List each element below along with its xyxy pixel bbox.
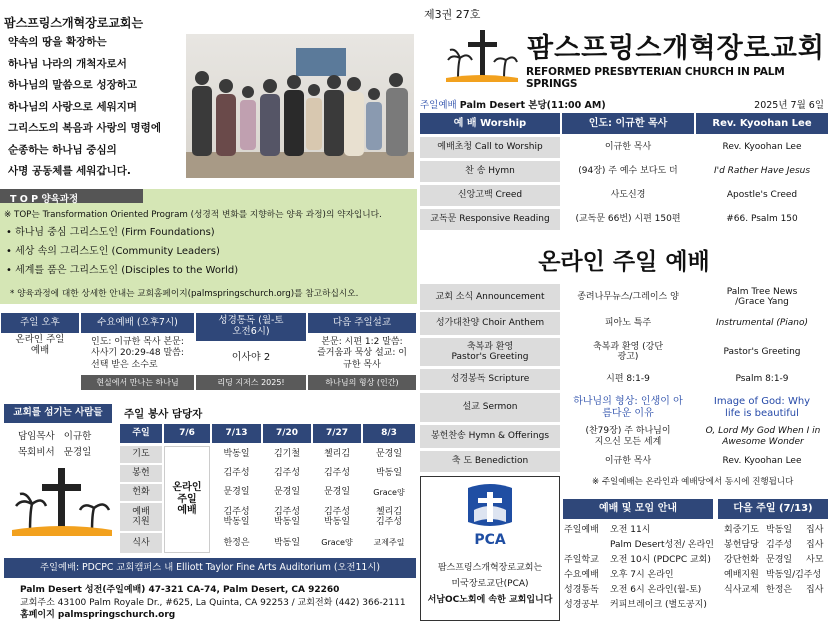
meeting-row [564,598,719,613]
intro-line: 순종하는 하나님 중심의 [8,143,117,156]
volunteer-heading: 주일 봉사 담당자 [124,408,203,420]
worship-item-en: Rev. Kyoohan Lee [722,142,802,153]
volunteer-cell: 문경일 [223,487,250,498]
worship-item-ko: (찬79장) 주 하나님이 지으신 모든 세계 [585,426,671,447]
nextweek-row [724,523,832,538]
meeting-name: 주일예배 [564,525,599,535]
volunteer-cell: 첼리김 김주성 [375,506,403,527]
volunteer-cell: 박동일 [375,468,403,479]
top-list-item: • 세상 속의 그리스도인 (Community Leaders) [6,246,220,257]
worship-item-ko: (94장) 주 예수 보다도 더 [578,166,678,177]
volunteer-cell: 문경일 [273,487,301,498]
staff-row [18,429,91,461]
midweek-footer: 하나님의 형상 (인간) [307,374,417,391]
meeting-time: 오후 7시 온라인 [610,570,674,580]
meeting-time: 오전 10시 (PDCPC 교회) [610,555,711,565]
worship-item-en: Pastor's Greeting [723,346,801,357]
service-info [420,97,828,111]
nextweek-name: 한정은 [766,585,793,595]
volunteer-col-header: 7/6 [164,424,210,443]
volunteer-cell: 김주성 [223,468,250,479]
worship-item-label: 신앙고백 Creed [420,185,560,206]
meeting-row [564,568,719,583]
meeting-row [564,538,719,553]
meeting-time: 오전 6시 온라인(월-토) [610,585,702,595]
pca-label: PCA [474,532,506,548]
service-date: 2025년 7월 6일 [754,100,824,111]
worship-item-en: Apostle's Creed [726,190,798,201]
cross-palm-logo-icon [12,466,112,536]
top-list-item: • 세계를 품은 그리스도인 (Disciples to the World) [6,265,239,276]
volunteer-role: 봉헌 [120,465,162,482]
nextweek-role: 식사교제 [724,585,759,595]
worship-item-label: 봉헌찬송 Hymn & Offerings [420,425,560,448]
meetings-list [564,523,719,613]
top-description: ※ TOP는 Transformation Oriented Program (성경적 변화를 지향하는 양육 과정)의 약자입니다. [4,210,382,220]
midweek-wednesday: 인도: 이규한 목사 본문: 사사기 20:29-48 말씀: 선택 받은 소수로 [80,334,195,374]
top-list [6,223,238,280]
worship-item-en: Rev. Kyoohan Lee [722,456,802,467]
intro-line: 하나님의 사랑으로 세워지며 [8,100,138,113]
service-place: Palm Desert 본당(11:00 AM) [459,100,606,111]
worship-item-en: O, Lord My God When I in Awesome Wonder [705,426,821,447]
volunteer-cell: 박동일 [223,449,250,460]
address-line: Palm Desert 성전(주일예배) 47-321 CA-74, Palm Desert, CA 92260 [20,585,340,595]
worship-item-label: 성경봉독 Scripture [420,369,560,390]
volunteer-online: 온라인 주일 예배 [164,446,210,553]
staff-role: 담임목사 [18,431,55,442]
volunteer-cell: 교제주일 [373,538,405,548]
nextweek-row [724,553,832,568]
volunteer-cell: 김주성 박동일 [273,506,301,527]
volunteer-role: 기도 [120,446,162,463]
midweek-header: 성경통독 (월-토 오전6시) [195,312,307,342]
meeting-time: Palm Desert성전/ 온라인 [610,540,714,550]
volunteer-cell: 김주성 박동일 [323,506,351,527]
group-photo-icon [186,34,414,178]
intro-line: 하나님의 말씀으로 성장하고 [8,79,138,91]
worship-item-label: 성가대찬양 Choir Anthem [420,312,560,335]
worship-item-ko: 피아노 특주 [604,318,652,329]
staff-role: 목회비서 [18,447,55,458]
nextweek-heading: 다음 주일 (7/13) [718,499,828,519]
pca-line: 서남OC노회에 속한 교회입니다 [427,595,553,605]
pca-line: 미국장로교단(PCA) [451,579,529,589]
sermon-title-en: Image of God: Why life is beautiful [713,396,811,419]
worship-item-label: 교회 소식 Announcement [420,284,560,310]
church-intro [4,14,189,183]
intro-line: 하나님 나라의 개척자로서 [8,57,127,70]
nextweek-title: 집사 [806,585,824,595]
worship-item-label: 찬 송 Hymn [420,161,560,182]
meeting-time: 커피브레이크 (별도공지) [610,600,707,610]
meeting-row [564,583,719,598]
church-title-ko: 팜스프링스개혁장로교회 [527,33,825,64]
worship-item-label: 축복과 환영 Pastor's Greeting [420,338,560,366]
intro-heading: 팜스프링스개혁장로교회는 [4,16,144,30]
volunteer-col-header: 주일 [120,424,162,443]
church-title-en: REFORMED PRESBYTERIAN CHURCH IN PALM SPRINGS [526,66,785,90]
volunteer-cell: 한정은 [223,537,250,548]
midweek-header: 다음 주일설교 [307,312,417,334]
volunteer-col-header: 7/13 [212,424,261,443]
volunteer-cell: 김주성 [273,468,301,479]
meeting-row [564,523,719,538]
nextweek-role: 강단헌화 [724,555,759,565]
midweek-footer: 현실에서 만나는 하나님 [80,374,195,391]
nextweek-role: 예배지원 [724,570,759,580]
volunteer-role: 헌화 [120,484,162,501]
volunteer-cell: 김주성 [323,468,351,479]
worship-item-ko: 시편 8:1-9 [606,374,650,385]
nextweek-row [724,568,832,583]
worship-item-en: #66. Psalm 150 [726,214,798,225]
worship-item-en: Instrumental (Piano) [715,318,809,329]
volunteer-cell: 박동일 [273,537,301,548]
church-logo-icon [446,28,518,82]
nextweek-name: 김주성 [766,540,793,550]
nextweek-name: 박동일 [766,525,793,535]
worship-header: 예 배 Worship [420,113,560,134]
nextweek-title: 집사 [806,525,824,535]
worship-item-label: 예배초청 Call to Worship [420,137,560,158]
volunteer-cell: Grace양 [373,487,405,497]
worship-item-ko: 이규한 목사 [604,142,652,153]
staff-name: 문경일 [63,447,92,458]
worship-item-label: 설교 Sermon [420,393,560,422]
nextweek-title: 사모 [806,555,824,565]
top-heading: T O P 양육과정 [10,194,79,205]
midweek-sunday-pm: 온라인 주일 예배 [0,334,80,358]
online-note: ※ 주일예배는 온라인과 예배당에서 동시에 진행됩니다 [592,477,794,487]
worship-item-en: Palm Tree News /Grace Yang [726,286,798,307]
midweek-header: 수요예배 (오후7시) [80,312,195,334]
worship-item-en: Psalm 8:1-9 [735,374,789,385]
nextweek-title: 집사 [806,540,824,550]
worship-item-ko: 축복과 환영 (강단광고) [592,341,664,362]
worship-item-label: 교독문 Responsive Reading [420,209,560,230]
volunteer-col-header: 7/27 [313,424,361,443]
nextweek-row [724,583,832,598]
address-block [20,584,406,622]
sermon-title-ko: 하나님의 형상: 인생이 아름다운 이유 [573,396,683,419]
pca-text [420,560,560,608]
auditorium-bar: 주일예배: PDCPC 교회캠퍼스 내 Elliott Taylor Fine Arts Auditorium (오전11시) [4,558,416,578]
top-list-item: • 하나님 중심 그리스도인 (Firm Foundations) [6,227,215,238]
worship-item-ko: 사도신경 [610,190,646,201]
meeting-name: 성경통독 [564,585,599,595]
intro-line: 그리스도의 복음과 사랑의 명령에 [8,122,161,134]
midweek-reading: 이사야 2 [195,342,307,374]
volunteer-cell: 김기철 [273,449,301,460]
intro-line: 약속의 땅을 확장하는 [8,36,107,48]
meeting-name: 수요예배 [564,570,599,580]
online-worship-title: 온라인 주일 예배 [538,249,710,275]
midweek-footer: 리딩 지저스 2025! [195,374,307,391]
address-line: 홈페이지 palmspringschurch.org [20,610,176,620]
midweek-next-sermon: 본문: 시편 1:2 말씀: 즐거움과 묵상 설교: 이규한 목사 [307,334,417,374]
volunteer-cell: 김주성 박동일 [223,506,250,527]
intro-line: 사명 공동체를 세워갑니다. [8,165,131,177]
worship-item-ko: (교독문 66번) 시편 150편 [575,214,681,225]
congregation-photo [186,34,414,178]
nextweek-name: 박동일/김주성 [766,570,822,580]
midweek-header: 주일 오후 [0,312,80,334]
top-note: * 양육과정에 대한 상세한 안내는 교회홈페이지(palmspringschurch.org)를 참고하십시오. [10,289,359,299]
nextweek-name: 문경일 [766,555,793,565]
volunteer-role: 식사 [120,533,162,553]
issue-number: 제3권 27호 [424,8,481,21]
nextweek-list [724,523,832,598]
meeting-name: 주일학교 [564,555,599,565]
worship-leader-en: Rev. Kyoohan Lee [696,113,828,134]
volunteer-col-header: 8/3 [363,424,415,443]
worship-item-ko: 이규한 목사 [604,456,652,467]
meeting-row [564,553,719,568]
worship-item-en: I'd Rather Have Jesus [713,166,811,177]
worship-leader: 인도: 이규한 목사 [562,113,694,134]
pca-line: 팜스프링스개혁장로교회는 [437,563,543,573]
service-label: 주일예배 [420,100,457,111]
nextweek-role: 회중기도 [724,525,759,535]
meeting-name: 성경공부 [564,600,599,610]
nextweek-role: 봉헌담당 [724,540,759,550]
staff-name: 이규한 [63,431,92,442]
meetings-heading: 예배 및 모임 안내 [563,499,713,519]
worship-item-label: 축 도 Benediction [420,451,560,472]
worship-item-ko: 종려나무뉴스/그레이스 양 [577,291,679,302]
volunteer-cell: Grace양 [321,538,353,548]
staff-heading: 교회를 섬기는 사람들 [4,404,112,423]
address-line: 교회주소 43100 Palm Royale Dr., #625, La Quinta, CA 92253 / 교회전화 (442) 366-2111 [20,597,406,608]
volunteer-col-header: 7/20 [263,424,311,443]
volunteer-cell: 첼리김 [323,449,351,460]
volunteer-cell: 문경일 [323,487,351,498]
volunteer-role: 예배 지원 [120,503,162,531]
volunteer-cell: 문경일 [375,449,403,460]
meeting-time: 오전 11시 [610,525,651,535]
nextweek-row [724,538,832,553]
